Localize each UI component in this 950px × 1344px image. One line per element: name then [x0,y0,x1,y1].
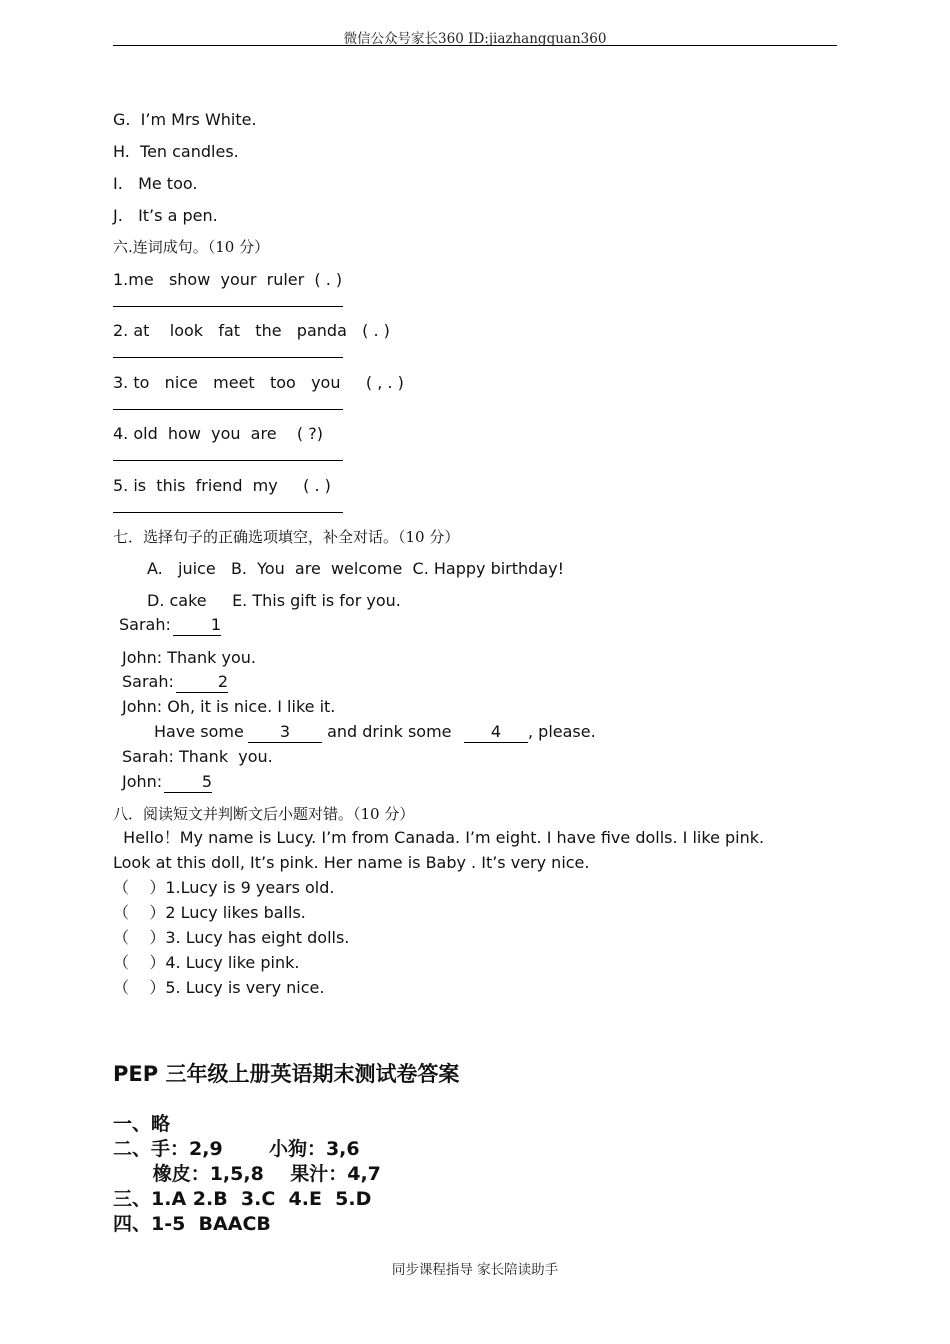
section6-heading: 六.连词成句。（10 分） [113,238,270,256]
answer-line-2: 二、手：2,9 小狗：3,6 [113,1138,360,1160]
passage-line-1: Hello！My name is Lucy. I’m from Canada. I’m eight. I have five dolls. I like pink. [113,828,765,847]
page-footer: 同步课程指导 家长陪读助手 [391,1262,559,1278]
judge-question-4: （ ）4. Lucy like pink. [113,953,300,972]
dialog-have-some: Have some [154,722,244,741]
blank-4: 4 [464,722,528,743]
s6-item-4: 4. old how you are ( ?) [113,424,323,443]
blank-2: 2 [176,672,228,693]
dialog-sarah-2: Sarah: [122,672,174,691]
s6-answer-line-3 [113,409,343,410]
option-g: G. I’m Mrs White. [113,110,257,129]
option-j: J. It’s a pen. [113,206,218,225]
s6-answer-line-2 [113,357,343,358]
s6-item-3: 3. to nice meet too you ( , . ) [113,373,404,392]
s6-item-2: 2. at look fat the panda ( . ) [113,321,390,340]
judge-question-3: （ ）3. Lucy has eight dolls. [113,928,350,947]
answer-line-4: 三、1.A 2.B 3.C 4.E 5.D [113,1188,372,1210]
blank-1: 1 [173,615,221,636]
s6-item-5: 5. is this friend my ( . ) [113,476,331,495]
dialog-john-3: John: [122,772,163,791]
answer-line-5: 四、1-5 BAACB [113,1213,271,1235]
section7-heading: 七．选择句子的正确选项填空，补全对话。（10 分） [113,528,460,546]
passage-line-2: Look at this doll, It’s pink. Her name is Baby . It’s very nice. [113,853,590,872]
s6-answer-line-1 [113,306,343,307]
blank-5: 5 [164,772,212,793]
dialog-sarah-1: Sarah: [119,615,171,634]
dialog-john-1: John: Thank you. [122,648,256,667]
dialog-and-drink: and drink some [322,722,457,741]
option-h: H. Ten candles. [113,142,239,161]
answer-line-3: 橡皮：1,5,8 果汁：4,7 [113,1163,381,1185]
s7-options-2: D. cake E. This gift is for you. [147,591,401,610]
section8-heading: 八．阅读短文并判断文后小题对错。（10 分） [113,805,415,823]
judge-question-1: （ ）1.Lucy is 9 years old. [113,878,335,897]
option-i: I. Me too. [113,174,198,193]
s7-options-1: A. juice B. You are welcome C. Happy birthday! [147,559,565,578]
blank-3: 3 [248,722,322,743]
dialog-please: , please. [528,722,596,741]
dialog-sarah-3: Sarah: Thank you. [122,747,273,766]
dialog-john-2: John: Oh, it is nice. I like it. [122,697,336,716]
judge-question-5: （ ）5. Lucy is very nice. [113,978,325,997]
answer-line-1: 一、略 [113,1113,171,1135]
page-header: 微信公众号家长360 ID:jiazhangquan360 [343,31,607,47]
s6-answer-line-5 [113,512,343,513]
s6-answer-line-4 [113,460,343,461]
judge-question-2: （ ）2 Lucy likes balls. [113,903,306,922]
header-divider [113,45,837,46]
answer-key-title: PEP 三年级上册英语期末测试卷答案 [113,1062,460,1086]
s6-item-1: 1.me show your ruler ( . ) [113,270,343,289]
